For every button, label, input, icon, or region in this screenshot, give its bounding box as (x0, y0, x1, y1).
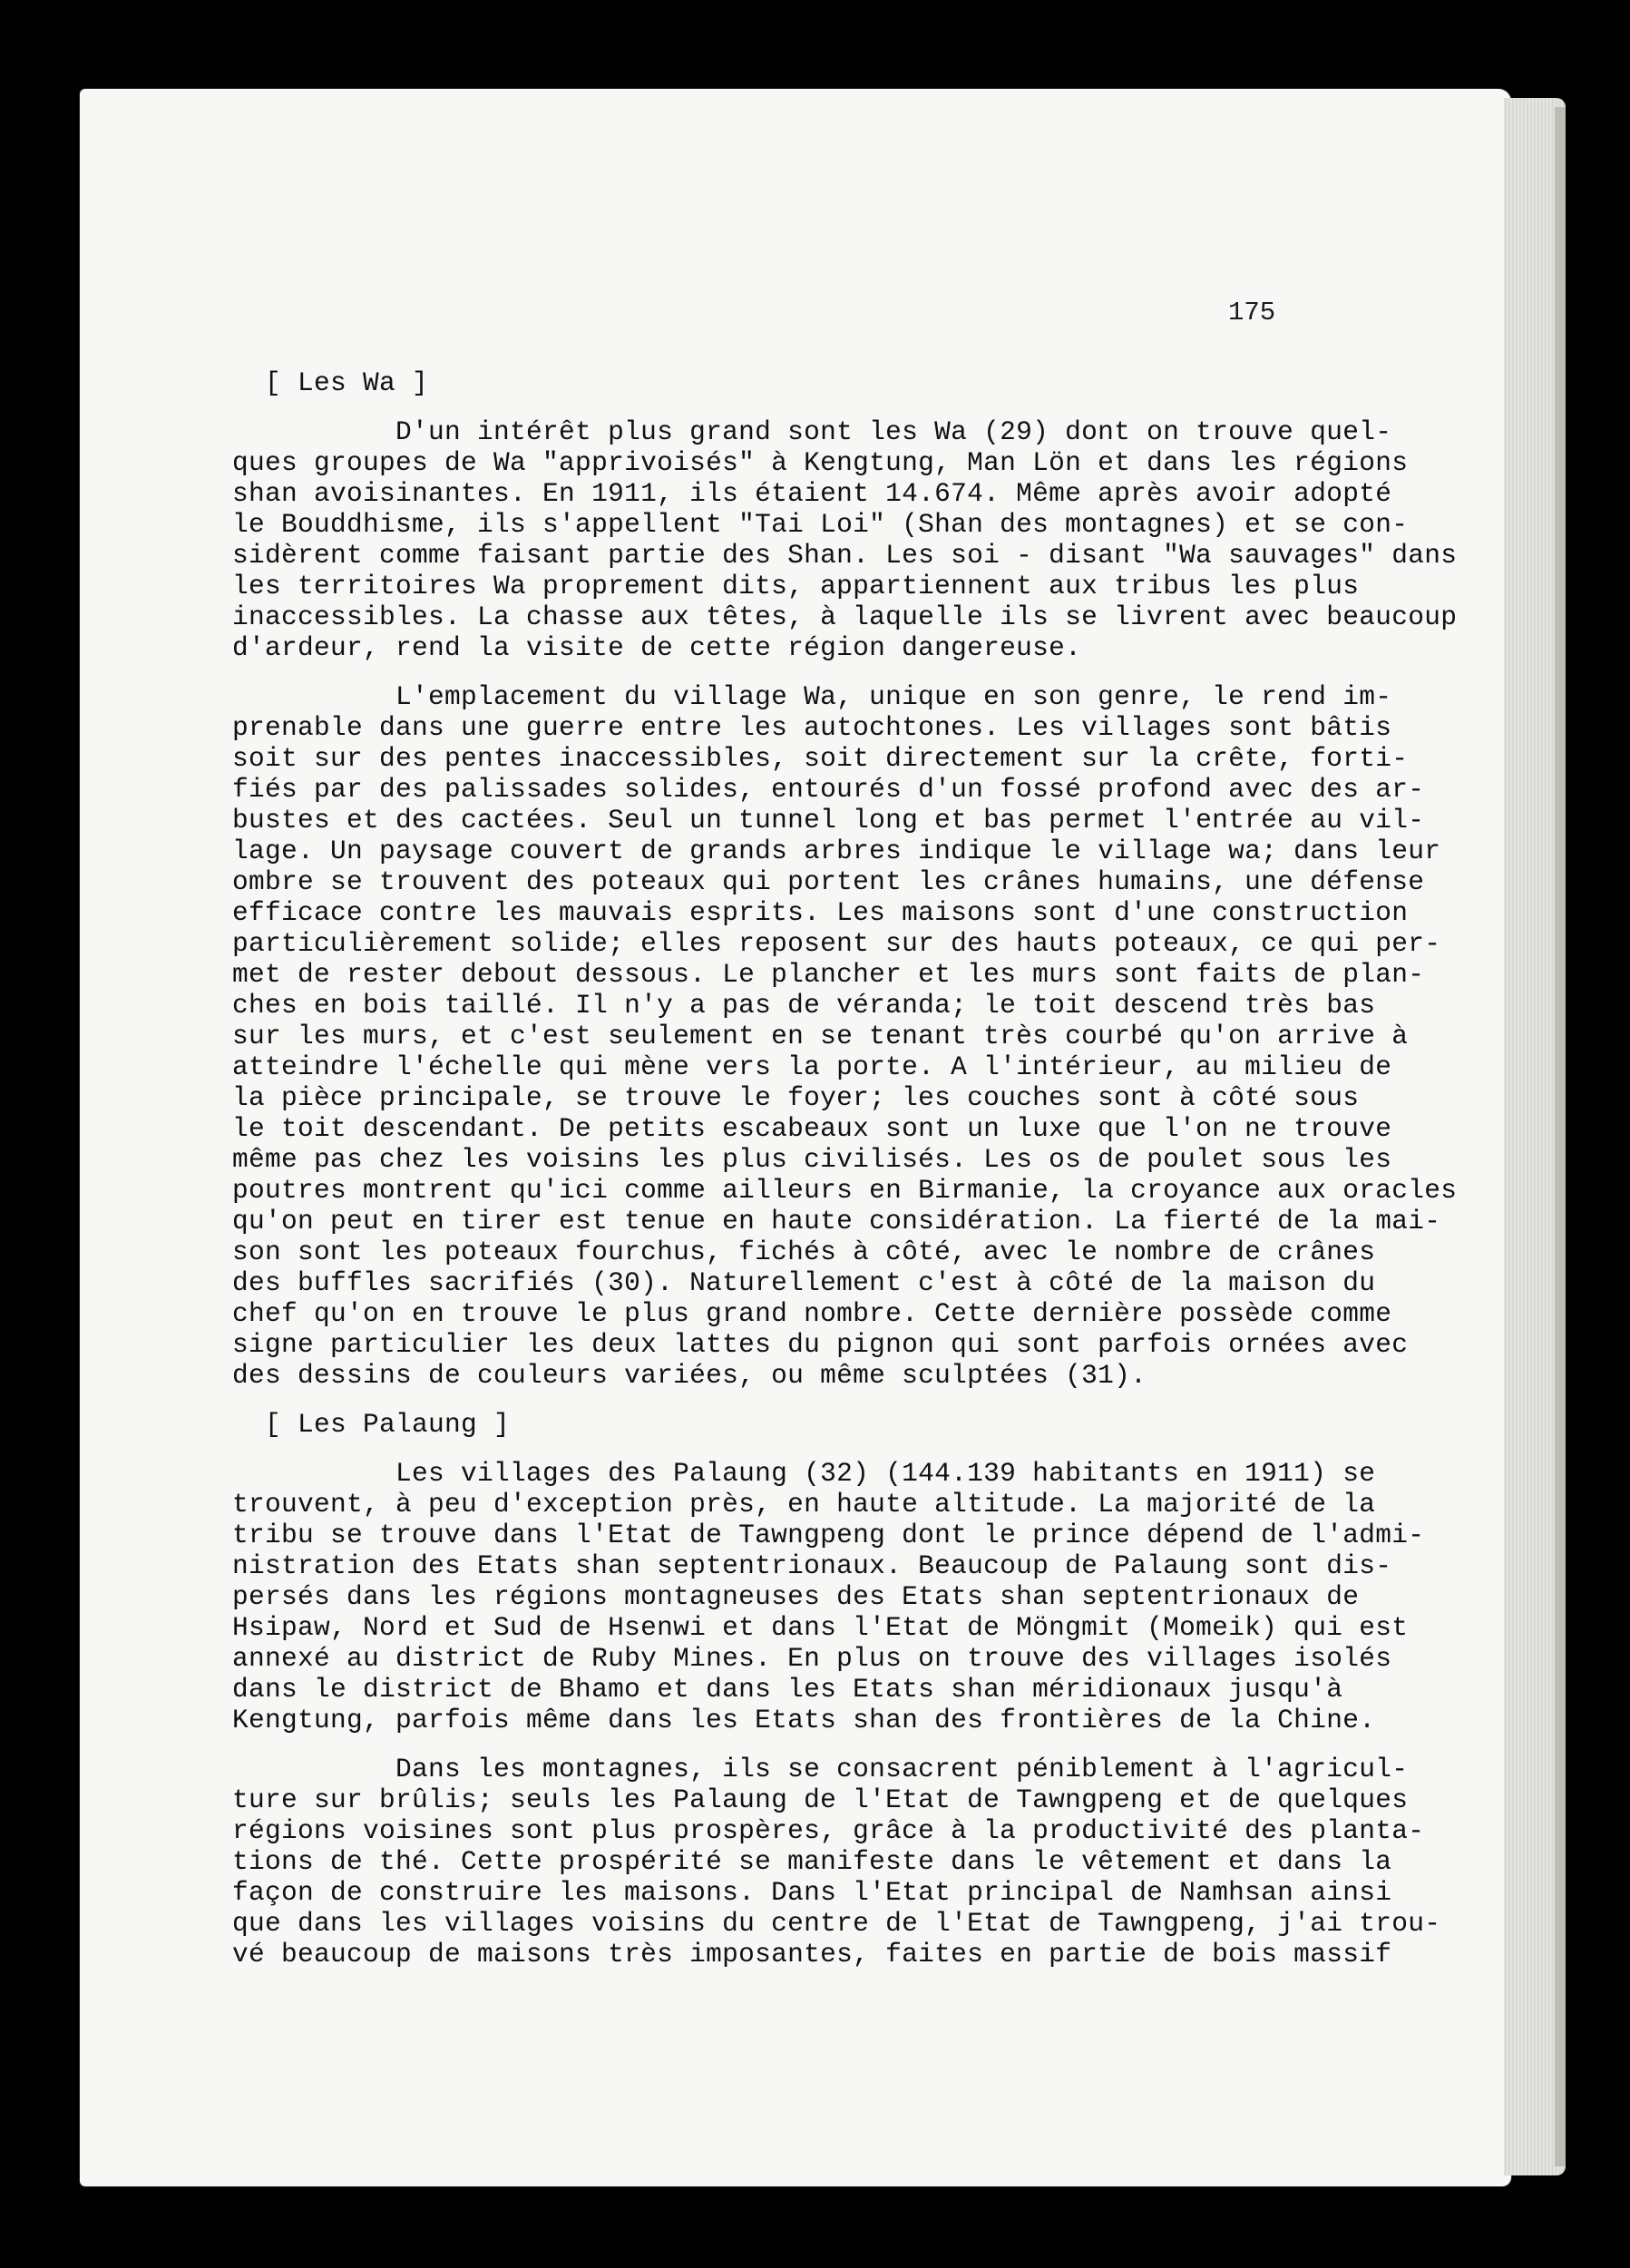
text-line: annexé au district de Ruby Mines. En plus on trouve des villages isolés (232, 1643, 1392, 1674)
text-line: persés dans les régions montagneuses des Etats shan septentrionaux de (232, 1581, 1360, 1612)
text-line: lage. Un paysage couvert de grands arbres indique le village wa; dans leur (232, 836, 1441, 866)
text-line: inaccessibles. La chasse aux têtes, à laquelle ils se livrent avec beaucoup (232, 601, 1458, 632)
text-line: son sont les poteaux fourchus, fichés à côté, avec le nombre de crânes (232, 1237, 1376, 1267)
text-line: Les villages des Palaung (32) (144.139 habitants en 1911) se (232, 1458, 1376, 1489)
text-line: le Bouddhisme, ils s'appellent "Tai Loi" (Shan des montagnes) et se con- (232, 509, 1409, 540)
text-line: ches en bois taillé. Il n'y a pas de véranda; le toit descend très bas (232, 990, 1376, 1021)
text-line: qu'on peut en tirer est tenue en haute considération. La fierté de la mai- (232, 1206, 1441, 1237)
text-line: Dans les montagnes, ils se consacrent péniblement à l'agricul- (232, 1754, 1409, 1784)
text-line: met de rester debout dessous. Le plancher et les murs sont faits de plan- (232, 959, 1425, 990)
text-line: ombre se trouvent des poteaux qui portent les crânes humains, une défense (232, 866, 1425, 897)
text-line: sur les murs, et c'est seulement en se tenant très courbé qu'on arrive à (232, 1021, 1409, 1051)
text-line: des dessins de couleurs variées, ou même sculptées (31). (232, 1360, 1147, 1391)
text-line: façon de construire les maisons. Dans l'Etat principal de Namhsan ainsi (232, 1877, 1392, 1908)
text-line: des buffles sacrifiés (30). Naturellement c'est à côté de la maison du (232, 1267, 1376, 1298)
text-line: d'ardeur, rend la visite de cette région dangereuse. (232, 632, 1082, 663)
text-line: les territoires Wa proprement dits, appartiennent aux tribus les plus (232, 571, 1360, 601)
text-line: trouvent, à peu d'exception près, en haute altitude. La majorité de la (232, 1489, 1376, 1520)
text-line: D'un intérêt plus grand sont les Wa (29) dont on trouve quel- (232, 416, 1392, 447)
text-line: Kengtung, parfois même dans les Etats shan des frontières de la Chine. (232, 1705, 1376, 1735)
text-line: signe particulier les deux lattes du pignon qui sont parfois ornées avec (232, 1329, 1409, 1360)
text-line: chef qu'on en trouve le plus grand nombre. Cette dernière possède comme (232, 1298, 1392, 1329)
document-body (232, 367, 1458, 1988)
section-heading: [ Les Palaung ] (265, 1409, 511, 1440)
text-line: dans le district de Bhamo et dans les Etats shan méridionaux jusqu'à (232, 1674, 1343, 1705)
text-line: L'emplacement du village Wa, unique en son genre, le rend im- (232, 681, 1392, 712)
text-line: nistration des Etats shan septentrionaux. Beaucoup de Palaung sont dis- (232, 1550, 1392, 1581)
text-line: la pièce principale, se trouve le foyer; les couches sont à côté sous (232, 1082, 1360, 1113)
text-line: prenable dans une guerre entre les autochtones. Les villages sont bâtis (232, 712, 1392, 743)
paragraph (232, 1458, 1425, 1735)
text-line: ture sur brûlis; seuls les Palaung de l'Etat de Tawngpeng et de quelques (232, 1784, 1409, 1815)
text-line: que dans les villages voisins du centre de l'Etat de Tawngpeng, j'ai trou- (232, 1908, 1441, 1939)
text-line: vé beaucoup de maisons très imposantes, faites en partie de bois massif (232, 1939, 1392, 1970)
text-line: le toit descendant. De petits escabeaux sont un luxe que l'on ne trouve (232, 1113, 1392, 1144)
text-line: particulièrement solide; elles reposent sur des hauts poteaux, ce qui per- (232, 928, 1441, 959)
text-line: Hsipaw, Nord et Sud de Hsenwi et dans l'Etat de Möngmit (Momeik) qui est (232, 1612, 1409, 1643)
paragraph (232, 681, 1458, 1391)
paragraph (232, 1754, 1441, 1970)
text-line: régions voisines sont plus prospères, grâce à la productivité des planta- (232, 1815, 1425, 1846)
text-line: fiés par des palissades solides, entourés d'un fossé profond avec des ar- (232, 774, 1425, 805)
text-line: tions de thé. Cette prospérité se manifeste dans le vêtement et dans la (232, 1846, 1392, 1877)
text-line: shan avoisinantes. En 1911, ils étaient 14.674. Même après avoir adopté (232, 478, 1392, 509)
text-line: efficace contre les mauvais esprits. Les maisons sont d'une construction (232, 897, 1409, 928)
section-heading: [ Les Wa ] (265, 367, 429, 398)
text-line: bustes et des cactées. Seul un tunnel long et bas permet l'entrée au vil- (232, 805, 1425, 836)
book-spine-strip (1555, 107, 1566, 2166)
page-number: 175 (1228, 298, 1276, 327)
text-line: atteindre l'échelle qui mène vers la porte. A l'intérieur, au milieu de (232, 1051, 1392, 1082)
text-line: sidèrent comme faisant partie des Shan. Les soi - disant "Wa sauvages" dans (232, 540, 1458, 571)
text-line: soit sur des pentes inaccessibles, soit directement sur la crête, forti- (232, 743, 1409, 774)
text-line: tribu se trouve dans l'Etat de Tawngpeng dont le prince dépend de l'admi- (232, 1520, 1425, 1550)
text-line: ques groupes de Wa "apprivoisés" à Kengtung, Man Lön et dans les régions (232, 447, 1409, 478)
text-line: même pas chez les voisins les plus civilisés. Les os de poulet sous les (232, 1144, 1392, 1175)
text-line: poutres montrent qu'ici comme ailleurs en Birmanie, la croyance aux oracles (232, 1175, 1458, 1206)
paragraph (232, 416, 1458, 663)
